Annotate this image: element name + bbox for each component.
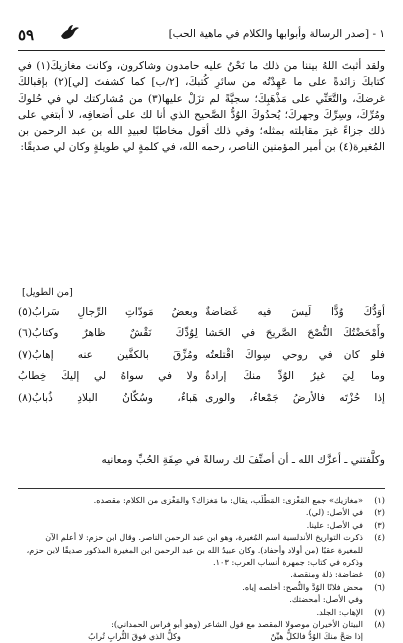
meter-label: [من الطويل] xyxy=(22,287,73,298)
footnote-number: (٢) xyxy=(374,507,385,518)
footnote-number: (٨) xyxy=(374,619,385,630)
continuation-text xyxy=(18,452,385,468)
footnote-text: البيتان الأخيران موصولا المقصد مع قول الشاعر (وهو أبو فراس الحمداني): xyxy=(111,619,363,630)
verse-row xyxy=(18,366,385,387)
footnote xyxy=(18,494,385,506)
footnote-text: الإهاب: الجلد. xyxy=(316,606,363,617)
footnote xyxy=(18,506,385,518)
footnote xyxy=(18,581,385,593)
footnote-verse-first: إذا صَحَّ منكَ الوُدُّ فالكلُّ هيِّنٌ xyxy=(270,631,363,642)
footnote-verse xyxy=(18,630,385,642)
footnote-number: (٧) xyxy=(374,606,385,617)
verse-row xyxy=(18,323,385,344)
footnote xyxy=(18,519,385,531)
verse-first-hemistich: أوَدُّكَ وُدًّا لَيسَ فيه غَضاضةٌ xyxy=(205,306,385,318)
verse-first-hemistich: وأَمْحَضْتُكَ النُّصْحَ الصَّريحَ في الحَشا xyxy=(205,327,385,340)
footnote-number: (٦) xyxy=(374,581,385,592)
footnote xyxy=(18,593,385,605)
footnote-text: ذكرت التواريخ الأندلسية اسم المُغيرة، وهو ابن عبد الرحمن الناصر. وقال ابن حزم: لا أعلم الآن للمغيرة عقبًا (من أولاد وأحفاد). وكان عبيدُ الله بن عبد الرحمن ابن المغيرة المذكور صديقًا لابن حزم، وذكره في كتاب: جمهرة أنساب العرب: ١٠٣. xyxy=(26,532,363,568)
footnote xyxy=(18,606,385,618)
verse-second-hemistich: لِوُدِّكَ نَقْشٌ ظاهرٌ وكتابُ(٦) xyxy=(18,327,198,340)
footnote-number: (٣) xyxy=(374,519,385,530)
running-head: ١ - [صدر الرسالة وأبوابها والكلام في ماهية الحب] xyxy=(168,28,385,40)
continuation-paragraph: وكلَّفتني ـ أعزَّك الله ـ أن أصنِّفَ لك رسالةً في صِفَةِ الحُبِّ ومعانيه xyxy=(101,454,385,466)
verse-second-hemistich: ومُزِّقَ بالكفَّين عنه إهابُ(٧) xyxy=(18,348,198,361)
footnotes xyxy=(18,494,385,643)
verse-first-hemistich: إذا حُزْتَه فالأرضُ جَمْعاءُ، والورى xyxy=(205,391,385,404)
footnote-text: في الأصل: علينا. xyxy=(306,519,363,530)
footnote xyxy=(18,568,385,580)
page-number: ٥٩ xyxy=(18,26,35,44)
body-text xyxy=(18,58,385,156)
verse-second-hemistich: هَباءٌ، وسُكّانُ البلادِ ذُبابُ(٨) xyxy=(18,391,198,404)
footnote-text: في الأصل: (لي). xyxy=(305,507,363,518)
verse-first-hemistich: وما لِيَ غيرُ الوُدِّ منكَ إرادةٌ xyxy=(205,370,385,383)
footnote-verse-second: وكلُّ الذي فوقَ التُّرابِ تُرابُ xyxy=(88,631,182,642)
footnote xyxy=(18,531,385,568)
verse-row xyxy=(18,345,385,366)
poem-verses xyxy=(18,302,385,409)
footnote-divider xyxy=(18,488,385,489)
footnote-text: غضاضة: ذلة ومنقصة. xyxy=(290,569,363,580)
verse-first-hemistich: فلو كان في روحي سِواكَ اقْتلعتُه xyxy=(205,348,385,361)
footnote-text: محض فلانًا الوُدَّ والنُّصح: أخلصه إياه. xyxy=(242,581,363,592)
verse-row xyxy=(18,302,385,323)
footnote-number: (٥) xyxy=(374,569,385,580)
footnote-number: (١) xyxy=(374,495,385,505)
verse-second-hemistich: ولا في سواهُ لي إليكَ خِطابُ xyxy=(18,370,198,383)
footnote-number xyxy=(363,593,385,605)
body-paragraph: ولقد أثبتَ اللهُ بيننا من ذلك ما نَحْنُ عليه حامدون وشاكرون، وكانت مغازيكَ(١) في كتابكَ زائدةً على ما عَهِدْتُه من سائرِ كُتبكَ، [٢/ب] كما كشفتَ [لي](٢) بإقبالكَ غرضكَ، والتَّعَنِّي على مَذْهَبِكَ؛ سجيَّةً لم تزَلْ عليها(٣) من مُشاركتك لي في حُلوكَ ومُرِّكَ، وسِرِّكَ وجهركَ؛ يُحدُوكَ الوُدُّ الصَّحيح الذي أنا لك على أضعافِه، لا أبتغي على ذلك جزاءً غيرَ مقابلته بمثله؛ وفي ذلك أقول مخاطبًا لعبيدِ الله بن عبد الرحمن بن المُغيرة(٤) بن أمير المؤمنين الناصر، رحمه الله، في كلمةٍ لي طويلةٍ وكان لي صديقًا: xyxy=(18,60,385,154)
footnote xyxy=(18,618,385,630)
dove-ornament-icon xyxy=(58,22,80,44)
footnote-number: (٤) xyxy=(374,532,385,543)
footnote-text: «مغازيك» جمع المَغْزى: المَطْلَب، يقال: ما مَغزاك؟ والمَغْزى من الكلام: مقصده. xyxy=(93,495,363,505)
verse-second-hemistich: وبعضُ مَودّاتِ الرِّجالِ سَرابُ(٥) xyxy=(18,306,198,318)
page-header xyxy=(18,22,385,51)
footnote-text: وفي الأصل: أمحضتك. xyxy=(289,594,363,605)
verse-row xyxy=(18,388,385,409)
